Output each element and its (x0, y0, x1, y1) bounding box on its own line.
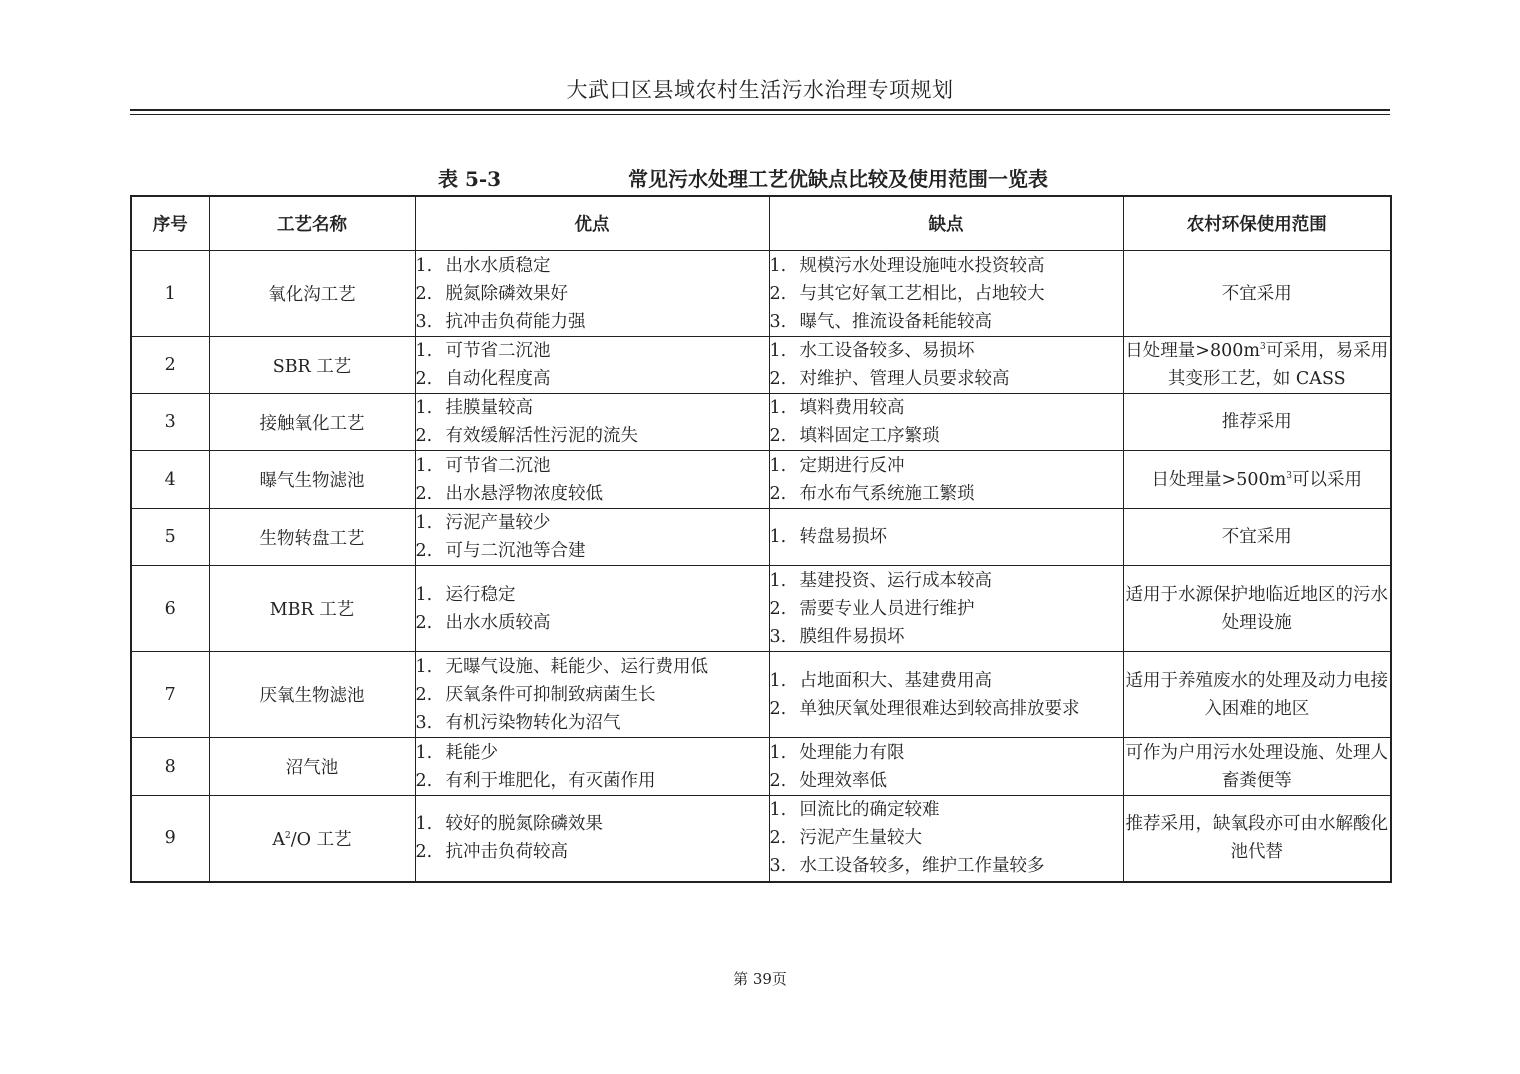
item-number: 2. (769, 426, 787, 446)
advantage-item (416, 810, 769, 838)
advantage-item (416, 452, 769, 480)
item-number: 2. (769, 483, 787, 504)
item-number: 2. (769, 698, 787, 719)
table-row (131, 337, 1391, 394)
item-text: 无曝气设施、耗能少、运行费用低 (445, 656, 708, 677)
disadvantage-item (770, 767, 1123, 795)
item-number: 3. (769, 856, 787, 877)
usage-scope-cell: 适用于养殖废水的处理及动力电接入困难的地区 (1123, 652, 1391, 738)
advantage-item (416, 767, 769, 795)
item-number: 3. (769, 311, 787, 332)
process-name-cell: 接触氧化工艺 (209, 394, 415, 451)
disadvantage-item (770, 667, 1123, 695)
item-number: 1. (769, 670, 787, 691)
item-text: 转盘易损坏 (799, 527, 887, 547)
table-row (131, 566, 1391, 652)
row-number-cell: 9 (131, 796, 209, 882)
usage-text-part: 日处理量>500m (1151, 469, 1287, 490)
advantages-cell (415, 738, 769, 796)
item-text: 可节省二沉池 (445, 341, 551, 361)
item-text: 需要专业人员进行维护 (799, 598, 975, 619)
usage-text-part: 日处理量>800m (1125, 341, 1260, 361)
item-text: 可节省二沉池 (445, 455, 551, 476)
advantage-item (416, 509, 769, 537)
table-header-row (131, 196, 1391, 251)
process-name-cell: 曝气生物滤池 (209, 451, 415, 509)
process-name-cell: MBR 工艺 (209, 566, 415, 652)
process-name-cell: 氧化沟工艺 (209, 251, 415, 337)
item-text: 污泥产量较少 (445, 513, 551, 533)
disadvantages-cell (769, 337, 1123, 394)
item-number: 2. (415, 483, 433, 504)
document-header: 大武口区县域农村生活污水治理专项规划 (566, 78, 954, 102)
disadvantage-item (770, 452, 1123, 480)
process-name-cell (209, 796, 415, 882)
item-text: 有效缓解活性污泥的流失 (445, 426, 638, 446)
process-comparison-table (130, 195, 1392, 883)
header-cell: 农村环保使用范围 (1123, 196, 1391, 251)
item-number: 2. (769, 770, 787, 791)
item-text: 较好的脱氮除磷效果 (445, 814, 603, 835)
advantages-cell (415, 566, 769, 652)
row-number-cell: 3 (131, 394, 209, 451)
header-rule-thin (130, 114, 1390, 115)
item-number: 1. (415, 584, 433, 605)
header-rule-thick (130, 109, 1390, 111)
item-number: 3. (415, 712, 433, 733)
item-text: 曝气、推流设备耗能较高 (799, 311, 992, 332)
item-number: 2. (415, 612, 433, 633)
item-text: 耗能少 (445, 742, 498, 763)
disadvantages-cell (769, 652, 1123, 738)
item-text: 出水水质稳定 (445, 255, 551, 276)
disadvantage-item (770, 567, 1123, 595)
usage-text-part: 3 (1259, 342, 1266, 352)
item-text: 布水布气系统施工繁琐 (799, 483, 975, 504)
advantage-item (416, 581, 769, 609)
disadvantages-cell (769, 251, 1123, 337)
advantage-item (416, 365, 769, 393)
table-row (131, 451, 1391, 509)
item-text: 对维护、管理人员要求较高 (799, 369, 1010, 389)
item-text: 填料固定工序繁琐 (799, 426, 940, 446)
process-name-part: /O 工艺 (290, 829, 352, 850)
row-number-cell: 1 (131, 251, 209, 337)
disadvantage-item (770, 824, 1123, 852)
item-text: 挂膜量较高 (445, 398, 533, 418)
disadvantage-item (770, 480, 1123, 508)
advantage-item (416, 838, 769, 866)
item-number: 2. (415, 684, 433, 705)
item-number: 1. (415, 656, 433, 677)
process-name-cell: 生物转盘工艺 (209, 509, 415, 566)
item-text: 出水悬浮物浓度较低 (445, 483, 603, 504)
advantages-cell (415, 337, 769, 394)
row-number-cell: 7 (131, 652, 209, 738)
item-number: 3. (769, 626, 787, 647)
advantage-item (416, 394, 769, 422)
disadvantages-cell (769, 796, 1123, 882)
usage-scope-cell: 推荐采用 (1123, 394, 1391, 451)
usage-scope-cell: 推荐采用，缺氧段亦可由水解酸化池代替 (1123, 796, 1391, 882)
advantage-item (416, 537, 769, 565)
usage-text-part: 3 (1286, 470, 1292, 481)
row-number-cell: 5 (131, 509, 209, 566)
item-number: 2. (769, 283, 787, 304)
item-text: 单独厌氧处理很难达到较高排放要求 (799, 698, 1080, 719)
item-text: 抗冲击负荷能力强 (445, 311, 586, 332)
row-number-cell: 2 (131, 337, 209, 394)
disadvantages-cell (769, 738, 1123, 796)
process-name-part: 2 (285, 830, 291, 841)
disadvantage-item (770, 252, 1123, 280)
disadvantage-item (770, 623, 1123, 651)
disadvantage-item (770, 337, 1123, 365)
disadvantage-item (770, 365, 1123, 393)
item-number: 1. (415, 742, 433, 763)
item-number: 2. (415, 842, 433, 863)
disadvantages-cell (769, 394, 1123, 451)
usage-scope-cell: 可作为户用污水处理设施、处理人畜粪便等 (1123, 738, 1391, 796)
item-text: 回流比的确定较难 (799, 800, 940, 821)
process-name-part: A (272, 829, 286, 850)
advantages-cell (415, 394, 769, 451)
table-row (131, 394, 1391, 451)
usage-scope-cell (1123, 337, 1391, 394)
disadvantage-item (770, 595, 1123, 623)
usage-scope-cell: 适用于水源保护地临近地区的污水处理设施 (1123, 566, 1391, 652)
item-number: 2. (415, 369, 433, 389)
item-number: 2. (769, 369, 787, 389)
item-number: 2. (769, 828, 787, 849)
table-title: 常见污水处理工艺优缺点比较及使用范围一览表 (628, 167, 1048, 191)
advantage-item (416, 739, 769, 767)
usage-text-part: 可采用，易采用其变形工艺，如 CASS (1167, 341, 1389, 389)
disadvantage-item (770, 280, 1123, 308)
item-text: 有机污染物转化为沼气 (445, 712, 621, 733)
item-number: 2. (415, 770, 433, 791)
disadvantage-item (770, 695, 1123, 723)
table-row (131, 509, 1391, 566)
item-number: 1. (769, 398, 787, 418)
advantage-item (416, 308, 769, 336)
item-text: 可与二沉池等合建 (445, 541, 586, 561)
item-text: 膜组件易损坏 (799, 626, 905, 647)
advantage-item (416, 280, 769, 308)
disadvantage-item (770, 394, 1123, 422)
advantages-cell (415, 509, 769, 566)
advantages-cell (415, 796, 769, 882)
header-cell: 优点 (415, 196, 769, 251)
item-number: 3. (415, 311, 433, 332)
header-cell: 序号 (131, 196, 209, 251)
disadvantage-item (770, 852, 1123, 880)
advantages-cell (415, 451, 769, 509)
disadvantages-cell (769, 451, 1123, 509)
disadvantage-item (770, 796, 1123, 824)
item-number: 1. (769, 255, 787, 276)
disadvantages-cell (769, 509, 1123, 566)
item-number: 1. (415, 255, 433, 276)
item-text: 水工设备较多，维护工作量较多 (799, 856, 1045, 877)
usage-scope-cell (1123, 451, 1391, 509)
item-text: 处理能力有限 (799, 742, 905, 763)
advantage-item (416, 681, 769, 709)
advantage-item (416, 709, 769, 737)
usage-scope-cell: 不宜采用 (1123, 509, 1391, 566)
item-number: 2. (415, 541, 433, 561)
usage-text-part: 可以采用 (1291, 469, 1362, 490)
advantage-item (416, 609, 769, 637)
advantages-cell (415, 251, 769, 337)
item-text: 厌氧条件可抑制致病菌生长 (445, 684, 656, 705)
item-text: 定期进行反冲 (799, 455, 905, 476)
process-name-cell: 沼气池 (209, 738, 415, 796)
item-text: 填料费用较高 (799, 398, 905, 418)
item-number: 2. (769, 598, 787, 619)
advantage-item (416, 480, 769, 508)
item-text: 占地面积大、基建费用高 (799, 670, 992, 691)
disadvantage-item (770, 523, 1123, 551)
table-number: 表 5-3 (438, 167, 502, 191)
advantage-item (416, 252, 769, 280)
item-text: 抗冲击负荷较高 (445, 842, 568, 863)
item-number: 1. (415, 341, 433, 361)
item-number: 1. (415, 398, 433, 418)
item-number: 2. (415, 283, 433, 304)
table-row (131, 251, 1391, 337)
header-cell: 缺点 (769, 196, 1123, 251)
item-text: 脱氮除磷效果好 (445, 283, 568, 304)
item-text: 出水水质较高 (445, 612, 551, 633)
item-text: 基建投资、运行成本较高 (799, 570, 992, 591)
advantage-item (416, 337, 769, 365)
table-row (131, 738, 1391, 796)
item-text: 污泥产生量较大 (799, 828, 922, 849)
disadvantage-item (770, 739, 1123, 767)
disadvantage-item (770, 422, 1123, 450)
item-text: 运行稳定 (445, 584, 516, 605)
advantages-cell (415, 652, 769, 738)
item-number: 1. (769, 527, 787, 547)
item-text: 自动化程度高 (445, 369, 551, 389)
process-name-cell: SBR 工艺 (209, 337, 415, 394)
item-text: 与其它好氧工艺相比，占地较大 (799, 283, 1045, 304)
item-number: 1. (769, 742, 787, 763)
disadvantages-cell (769, 566, 1123, 652)
row-number-cell: 8 (131, 738, 209, 796)
table-row (131, 652, 1391, 738)
item-number: 1. (415, 513, 433, 533)
item-text: 水工设备较多、易损坏 (799, 341, 975, 361)
item-number: 1. (769, 800, 787, 821)
item-number: 2. (415, 426, 433, 446)
usage-scope-cell: 不宜采用 (1123, 251, 1391, 337)
item-text: 有利于堆肥化，有灭菌作用 (445, 770, 656, 791)
row-number-cell: 6 (131, 566, 209, 652)
table-row (131, 796, 1391, 882)
advantage-item (416, 653, 769, 681)
process-name-cell: 厌氧生物滤池 (209, 652, 415, 738)
item-number: 1. (415, 814, 433, 835)
advantage-item (416, 422, 769, 450)
header-cell: 工艺名称 (209, 196, 415, 251)
item-number: 1. (769, 570, 787, 591)
page-number: 第 39页 (733, 970, 787, 988)
item-text: 规模污水处理设施吨水投资较高 (799, 255, 1045, 276)
item-number: 1. (769, 341, 787, 361)
disadvantage-item (770, 308, 1123, 336)
item-number: 1. (415, 455, 433, 476)
item-text: 处理效率低 (799, 770, 887, 791)
item-number: 1. (769, 455, 787, 476)
row-number-cell: 4 (131, 451, 209, 509)
